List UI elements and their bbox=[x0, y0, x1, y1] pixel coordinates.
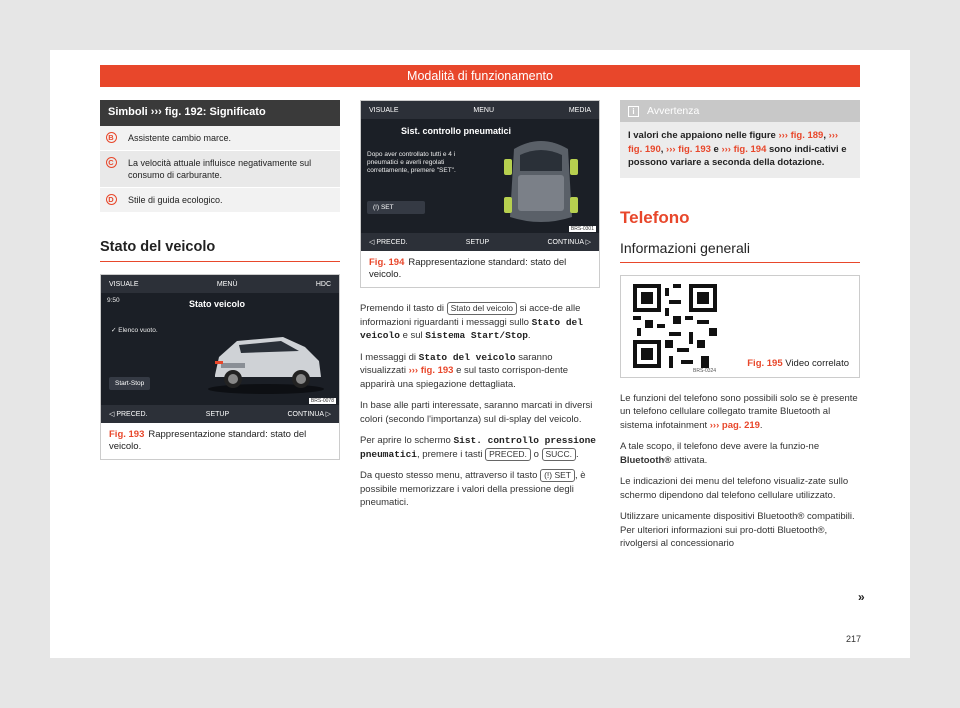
screen-text: Dopo aver controllato tutti e 4 i pneumatici e averli regolati correttamente, premere "SET". bbox=[367, 151, 456, 174]
car-illustration bbox=[201, 317, 331, 397]
column-middle bbox=[360, 100, 600, 510]
column-right bbox=[620, 100, 860, 551]
paragraph: Premendo il tasto di Stato del veicolo si acce-de alle informazioni riguardanti i messaggi sullo Stato del veicolo e sul Sistema Start/Stop. bbox=[360, 303, 583, 341]
table-cell: La velocità attuale influisce negativamente sul consumo di carburante. bbox=[128, 158, 312, 180]
warning-title: Avvertenza bbox=[647, 105, 700, 117]
figure-code: BRS-0324 bbox=[693, 367, 717, 374]
warning-box bbox=[620, 100, 860, 178]
screen-time: 9:50 bbox=[107, 297, 120, 304]
table-row bbox=[100, 126, 340, 151]
chapter-title: Telefono bbox=[620, 207, 690, 227]
screen-label: CONTINUA ▷ bbox=[547, 239, 591, 246]
screen-label: VISUALE bbox=[369, 106, 399, 114]
key-set: (!) SET bbox=[540, 469, 575, 482]
screen-label: MENÙ bbox=[216, 280, 238, 288]
screen-label: VISUALE bbox=[109, 280, 139, 288]
paragraph: Le indicazioni dei menu del telefono visualiz-zate sullo schermo dipendono dal telefono cellulare utilizzato. bbox=[620, 476, 849, 501]
paragraph: A tale scopo, il telefono deve avere la funzio-ne Bluetooth® attivata. bbox=[620, 441, 820, 466]
caption-text: Rappresentazione standard: stato del veicolo. bbox=[369, 257, 567, 280]
table-row bbox=[100, 151, 340, 188]
figure-link[interactable]: ››› fig. 194 bbox=[721, 143, 767, 155]
table-title: Simboli ››› fig. 192: Significato bbox=[100, 100, 340, 126]
screen-label: SETUP bbox=[205, 410, 230, 418]
warning-text: I valori che appaiono nelle figure ››› fig. 189, ››› fig. 190, ››› fig. 193 e ››› fig. 194 sono indi-cativi e possono variare a seconda della dotazione. bbox=[628, 130, 847, 168]
figure-caption bbox=[101, 423, 339, 459]
screen-item: ✓ Elenco vuoto. bbox=[111, 327, 158, 334]
table-cell: Stile di guida ecologico. bbox=[128, 195, 223, 205]
figure-link[interactable]: ››› fig. 193 bbox=[666, 143, 711, 155]
paragraph: Da questo stesso menu, attraverso il tasto (!) SET , è possibile memorizzare i valori della pressione degli pneumatici. bbox=[360, 470, 586, 508]
screen-button: Start-Stop bbox=[109, 377, 150, 390]
display-screenshot bbox=[361, 101, 599, 251]
symbol-c-icon: C bbox=[106, 157, 117, 168]
screen-label: MEDIA bbox=[568, 106, 591, 114]
screen-label: HDC bbox=[315, 280, 331, 288]
screen-label: ◁ PRECED. bbox=[369, 239, 408, 246]
screen-label: CONTINUA ▷ bbox=[287, 411, 331, 418]
key-previous: PRECED. bbox=[485, 448, 531, 461]
figure-link[interactable]: ››› fig. 189 bbox=[778, 130, 824, 141]
screen-label: ◁ PRECED. bbox=[109, 411, 148, 418]
figure-caption bbox=[361, 251, 599, 287]
figure-195 bbox=[620, 275, 860, 378]
page-link[interactable]: ››› pag. 219 bbox=[709, 419, 760, 431]
screen-title: Sist. controllo pneumatici bbox=[401, 126, 512, 136]
caption-text: Video correlato bbox=[785, 357, 849, 369]
car-top-illustration bbox=[496, 131, 586, 231]
paragraph: In base alle parti interessate, saranno marcati in diversi colori (secondo l'importanza) sul di-splay del veicolo. bbox=[360, 400, 593, 425]
key-next: SUCC. bbox=[542, 448, 576, 461]
caption-text: Rappresentazione standard: stato del veicolo. bbox=[109, 429, 307, 452]
figure-link[interactable]: ››› fig. 193 bbox=[408, 365, 454, 376]
table-cell: Assistente cambio marce. bbox=[128, 133, 232, 143]
figure-code: BRS-0301 bbox=[570, 226, 594, 232]
display-screenshot bbox=[101, 275, 339, 423]
figure-number: Fig. 194 bbox=[369, 257, 405, 268]
continued-marker: » bbox=[858, 590, 865, 604]
screen-button: (!) SET bbox=[367, 201, 425, 214]
page-number: 217 bbox=[846, 634, 862, 644]
figure-194 bbox=[360, 100, 600, 288]
symbol-d-icon: D bbox=[106, 194, 117, 205]
key-vehicle-status: Stato del veicolo bbox=[447, 302, 517, 315]
figure-number: Fig. 193 bbox=[109, 429, 145, 440]
paragraph: Utilizzare unicamente dispositivi Bluetooth® compatibili. Per ulteriori informazioni sui pro-dotti Bluetooth®, rivolgersi al concessionario bbox=[620, 511, 855, 549]
figure-code: BRS-0078 bbox=[310, 398, 334, 404]
screen-label: SETUP bbox=[465, 238, 490, 246]
column-left bbox=[100, 100, 340, 460]
chapter-header: Modalità di funzionamento bbox=[100, 65, 860, 87]
figure-193 bbox=[100, 274, 340, 460]
paragraph: Per aprire lo schermo Sist. controllo pressione pneumatici, premere i tasti PRECED. o SUCC. . bbox=[360, 435, 596, 460]
paragraph: Le funzioni del telefono sono possibili solo se è presente un telefono cellulare collegato tramite Bluetooth al sistema infotainment ››› pag. 219. bbox=[620, 392, 858, 431]
figure-caption bbox=[747, 358, 849, 369]
info-icon: i bbox=[628, 106, 639, 117]
figure-number: Fig. 195 bbox=[747, 357, 783, 369]
paragraph: I messaggi di Stato del veicolo saranno visualizzati ››› fig. 193 e sul tasto corrispon-dente apparirà una spiegazione dettagliata. bbox=[360, 351, 569, 390]
screen-label: MENU bbox=[473, 106, 495, 114]
section-title: Stato del veicolo bbox=[100, 239, 340, 262]
symbol-b-icon: B bbox=[106, 132, 117, 143]
screen-title: Stato veicolo bbox=[189, 299, 246, 309]
section-title: Informazioni generali bbox=[620, 240, 860, 263]
table-row bbox=[100, 188, 340, 213]
qr-code-icon[interactable] bbox=[633, 284, 717, 368]
figure-link[interactable]: ››› fig. 190 bbox=[628, 130, 839, 155]
